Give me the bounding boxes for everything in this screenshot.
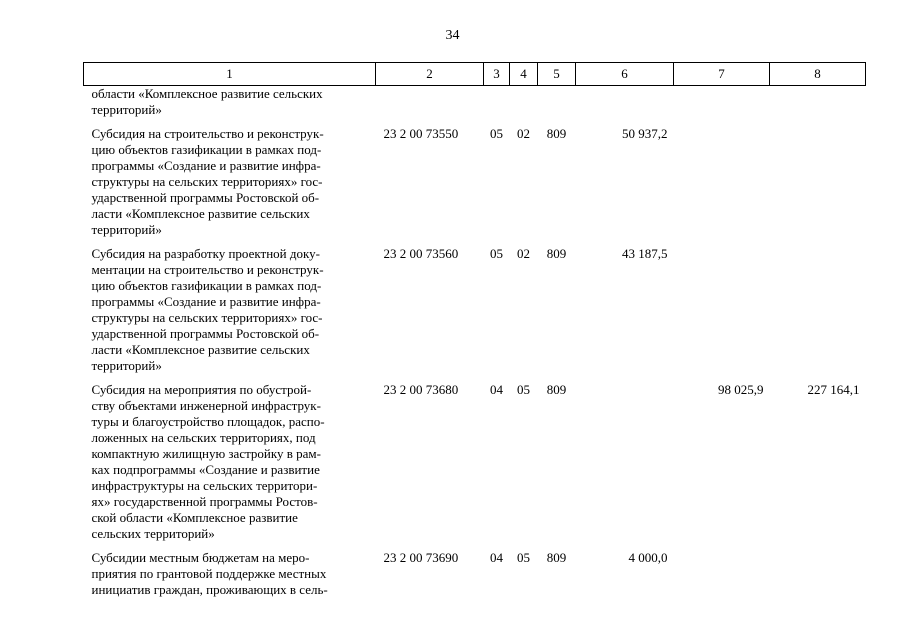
row-description xyxy=(84,86,376,119)
row-description xyxy=(84,382,376,542)
expense-type-cell: 809 xyxy=(546,382,567,397)
amount-col8-cell: 227 164,1 xyxy=(807,382,860,397)
expense-type-cell xyxy=(538,86,576,119)
table-body xyxy=(84,86,866,599)
amount-col7-cell xyxy=(674,86,770,119)
header-col-6: 6 xyxy=(576,63,674,86)
description-line: программы «Создание и развитие инфра- xyxy=(91,294,321,309)
table-header xyxy=(84,63,866,86)
target-code-cell: 23 2 00 73690 xyxy=(383,550,459,565)
row-description xyxy=(84,550,376,598)
description-line: ложенных на сельских территориях, под xyxy=(91,430,316,445)
description-line: территорий» xyxy=(91,358,162,373)
description-line: инфраструктуры на сельских территори- xyxy=(91,478,318,493)
description-line: ках подпрограммы «Создание и развитие xyxy=(91,462,320,477)
row-spacer xyxy=(84,118,866,126)
amount-col6-cell: 43 187,5 xyxy=(622,246,668,261)
amount-col7-cell xyxy=(674,126,770,238)
description-line: ударственной программы Ростовской об- xyxy=(91,190,320,205)
section-cell: 05 xyxy=(490,246,503,261)
description-line: компактную жилищную застройку в рам- xyxy=(91,446,321,461)
description-line: туры и благоустройство площадок, распо- xyxy=(91,414,325,429)
description-line: Субсидия на строительство и реконструк- xyxy=(91,126,324,141)
amount-col6-cell: 50 937,2 xyxy=(622,126,668,141)
amount-col6-cell xyxy=(576,86,674,119)
header-col-7: 7 xyxy=(674,63,770,86)
description-line: цию объектов газификации в рамках под- xyxy=(91,142,322,157)
row-spacer-cell xyxy=(84,542,866,550)
description-line: Субсидия на мероприятия по обустрой- xyxy=(91,382,312,397)
description-line: сельских территорий» xyxy=(91,526,215,541)
amount-col6-cell: 4 000,0 xyxy=(628,550,668,565)
header-col-1: 1 xyxy=(84,63,376,86)
subsection-cell xyxy=(510,86,538,119)
header-col-3: 3 xyxy=(484,63,510,86)
target-code-cell: 23 2 00 73680 xyxy=(383,382,459,397)
row-description xyxy=(84,246,376,374)
table-row xyxy=(84,86,866,119)
row-spacer-cell xyxy=(84,118,866,126)
page-number: 34 xyxy=(445,28,460,43)
amount-col6-cell xyxy=(576,382,674,542)
amount-col8-cell xyxy=(770,246,866,374)
subsection-cell: 02 xyxy=(517,126,530,141)
table-row xyxy=(84,550,866,598)
row-spacer xyxy=(84,542,866,550)
section-cell xyxy=(484,86,510,119)
amount-col8-cell xyxy=(770,550,866,598)
description-line: ях» государственной программы Ростов- xyxy=(91,494,318,509)
description-line: ментации на строительство и реконструк- xyxy=(91,262,324,277)
description-line: области «Комплексное развитие сельских xyxy=(91,86,323,101)
row-spacer-cell xyxy=(84,374,866,382)
description-line: ударственной программы Ростовской об- xyxy=(91,326,320,341)
target-code-cell xyxy=(376,86,484,119)
section-cell: 04 xyxy=(490,550,503,565)
description-line: Субсидия на разработку проектной доку- xyxy=(91,246,320,261)
section-cell: 05 xyxy=(490,126,503,141)
amount-col7-cell xyxy=(674,246,770,374)
subsection-cell: 02 xyxy=(517,246,530,261)
budget-table xyxy=(83,62,866,598)
description-line: программы «Создание и развитие инфра- xyxy=(91,158,321,173)
description-line: ству объектами инженерной инфраструк- xyxy=(91,398,321,413)
description-line: территорий» xyxy=(91,102,162,117)
target-code-cell: 23 2 00 73550 xyxy=(383,126,459,141)
expense-type-cell: 809 xyxy=(546,126,567,141)
header-col-2: 2 xyxy=(376,63,484,86)
row-spacer xyxy=(84,374,866,382)
description-line: ской области «Комплексное развитие xyxy=(91,510,298,525)
description-line: структуры на сельских территориях» гос- xyxy=(91,310,323,325)
header-col-8: 8 xyxy=(770,63,866,86)
description-line: инициатив граждан, проживающих в сель- xyxy=(91,582,328,597)
description-line: территорий» xyxy=(91,222,162,237)
description-line: ласти «Комплексное развитие сельских xyxy=(91,342,310,357)
amount-col8-cell xyxy=(770,126,866,238)
expense-type-cell: 809 xyxy=(546,246,567,261)
table-row xyxy=(84,126,866,238)
amount-col7-cell xyxy=(674,550,770,598)
row-spacer-cell xyxy=(84,238,866,246)
row-description xyxy=(84,126,376,238)
description-line: ласти «Комплексное развитие сельских xyxy=(91,206,310,221)
header-col-5: 5 xyxy=(538,63,576,86)
header-col-4: 4 xyxy=(510,63,538,86)
subsection-cell: 05 xyxy=(517,382,530,397)
target-code-cell: 23 2 00 73560 xyxy=(383,246,459,261)
table-row xyxy=(84,246,866,374)
subsection-cell: 05 xyxy=(517,550,530,565)
description-line: цию объектов газификации в рамках под- xyxy=(91,278,322,293)
description-line: структуры на сельских территориях» гос- xyxy=(91,174,323,189)
expense-type-cell: 809 xyxy=(546,550,567,565)
header-row xyxy=(84,63,866,86)
description-line: Субсидии местным бюджетам на меро- xyxy=(91,550,310,565)
amount-col8-cell xyxy=(770,86,866,119)
row-spacer xyxy=(84,238,866,246)
section-cell: 04 xyxy=(490,382,503,397)
amount-col7-cell: 98 025,9 xyxy=(718,382,764,397)
table-row xyxy=(84,382,866,542)
description-line: приятия по грантовой поддержке местных xyxy=(91,566,327,581)
